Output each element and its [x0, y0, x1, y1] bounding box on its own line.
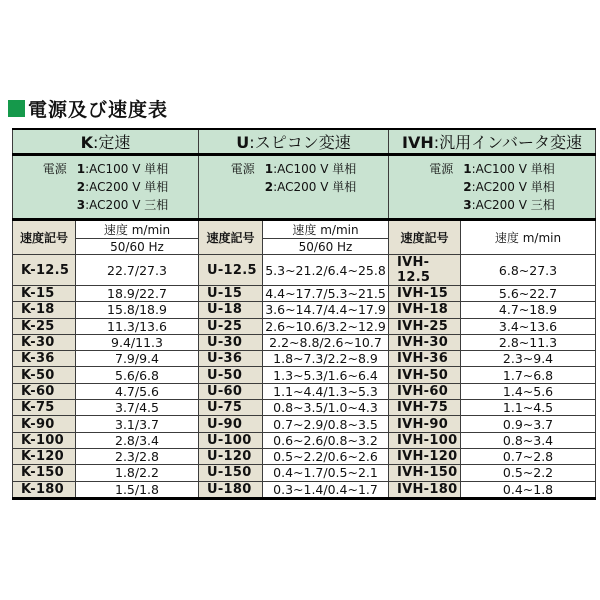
speed-code-cell: IVH-12.5	[389, 255, 461, 286]
title-square-icon	[8, 100, 25, 117]
power-line: 3 :AC200 V 三相	[463, 198, 555, 212]
speed-range-cell: 22.7/27.3	[76, 255, 199, 286]
speed-range-cell: 2.6~10.6/3.2~12.9	[263, 318, 389, 334]
table-row	[13, 481, 596, 498]
speed-range-cell: 1.1~4.5	[461, 400, 596, 416]
speed-code-cell: K-150	[13, 465, 76, 481]
speed-range-cell: 2.8~11.3	[461, 334, 596, 350]
section-header-k	[13, 129, 199, 155]
speed-range-cell: 0.8~3.4	[461, 432, 596, 448]
table-row	[13, 334, 596, 350]
speed-code-cell: IVH-90	[389, 416, 461, 432]
speed-code-cell: K-180	[13, 481, 76, 498]
speed-code-cell: K-120	[13, 448, 76, 464]
speed-range-cell: 3.7/4.5	[76, 400, 199, 416]
speed-code-cell: IVH-150	[389, 465, 461, 481]
table-row	[13, 465, 596, 481]
power-line: 電源 1 :AC100 V 単相	[42, 162, 169, 176]
power-line: 2 :AC200 V 単相	[76, 180, 169, 194]
table-row	[13, 255, 596, 286]
power-options-row	[13, 155, 596, 220]
col-header-speed-code-u: 速度記号	[199, 220, 263, 255]
speed-range-cell: 0.8~3.5/1.0~4.3	[263, 400, 389, 416]
speed-code-cell: U-150	[199, 465, 263, 481]
speed-code-cell: U-50	[199, 367, 263, 383]
speed-range-cell: 0.3~1.4/0.4~1.7	[263, 481, 389, 498]
speed-code-cell: U-15	[199, 286, 263, 302]
col-header-hz-k: 50/60 Hz	[76, 239, 199, 255]
speed-code-cell: IVH-60	[389, 383, 461, 399]
speed-range-cell: 11.3/13.6	[76, 318, 199, 334]
speed-code-cell: K-50	[13, 367, 76, 383]
speed-range-cell: 0.4~1.7/0.5~2.1	[263, 465, 389, 481]
speed-range-cell: 1.1~4.4/1.3~5.3	[263, 383, 389, 399]
speed-range-cell: 0.5~2.2	[461, 465, 596, 481]
speed-code-cell: K-60	[13, 383, 76, 399]
speed-code-cell: K-100	[13, 432, 76, 448]
speed-code-cell: IVH-50	[389, 367, 461, 383]
speed-range-cell: 15.8/18.9	[76, 302, 199, 318]
speed-range-cell: 0.6~2.6/0.8~3.2	[263, 432, 389, 448]
speed-range-cell: 2.2~8.8/2.6~10.7	[263, 334, 389, 350]
speed-range-cell: 2.3/2.8	[76, 448, 199, 464]
speed-code-cell: IVH-100	[389, 432, 461, 448]
speed-code-cell: IVH-18	[389, 302, 461, 318]
speed-range-cell: 1.3~5.3/1.6~6.4	[263, 367, 389, 383]
speed-code-cell: K-12.5	[13, 255, 76, 286]
section-letter-u: U	[236, 133, 250, 152]
power-line: 2 :AC200 V 単相	[463, 180, 555, 194]
power-line: 3 :AC200 V 三相	[76, 198, 169, 212]
col-header-speed-code-k: 速度記号	[13, 220, 76, 255]
speed-code-cell: IVH-180	[389, 481, 461, 498]
table-row	[13, 351, 596, 367]
speed-code-cell: U-18	[199, 302, 263, 318]
section-name-u: :スピコン変速	[249, 133, 351, 152]
speed-code-cell: K-36	[13, 351, 76, 367]
col-header-speed-u: 速度 m/min	[263, 220, 389, 239]
col-header-speed-ivh: 速度 m/min	[461, 220, 596, 255]
speed-range-cell: 0.4~1.8	[461, 481, 596, 498]
speed-code-cell: IVH-36	[389, 351, 461, 367]
power-options-k	[13, 155, 199, 220]
speed-code-cell: U-100	[199, 432, 263, 448]
speed-code-cell: U-90	[199, 416, 263, 432]
speed-range-cell: 0.9~3.7	[461, 416, 596, 432]
speed-code-cell: U-75	[199, 400, 263, 416]
speed-range-cell: 6.8~27.3	[461, 255, 596, 286]
speed-code-cell: K-18	[13, 302, 76, 318]
speed-range-cell: 0.7~2.9/0.8~3.5	[263, 416, 389, 432]
table-row	[13, 302, 596, 318]
speed-range-cell: 4.7/5.6	[76, 383, 199, 399]
speed-range-cell: 5.6/6.8	[76, 367, 199, 383]
speed-code-cell: U-36	[199, 351, 263, 367]
section-name-ivh: :汎用インバータ変速	[433, 133, 583, 152]
section-letter-ivh: IVH	[402, 133, 434, 152]
speed-code-cell: K-75	[13, 400, 76, 416]
speed-range-cell: 9.4/11.3	[76, 334, 199, 350]
speed-range-cell: 5.3~21.2/6.4~25.8	[263, 255, 389, 286]
speed-rows	[13, 255, 596, 499]
speed-code-cell: K-30	[13, 334, 76, 350]
section-name-k: :定速	[93, 133, 131, 152]
power-line: 2 :AC200 V 単相	[264, 180, 357, 194]
speed-code-cell: IVH-75	[389, 400, 461, 416]
speed-range-cell: 3.4~13.6	[461, 318, 596, 334]
speed-code-cell: U-60	[199, 383, 263, 399]
power-options-ivh	[389, 155, 596, 220]
power-options-u	[199, 155, 389, 220]
table-row	[13, 400, 596, 416]
table-row	[13, 416, 596, 432]
section-letter-k: K	[80, 133, 93, 152]
table-row	[13, 432, 596, 448]
speed-range-cell: 1.8/2.2	[76, 465, 199, 481]
speed-code-cell: U-30	[199, 334, 263, 350]
speed-range-cell: 4.7~18.9	[461, 302, 596, 318]
speed-code-cell: IVH-25	[389, 318, 461, 334]
speed-code-cell: U-120	[199, 448, 263, 464]
power-line: 電源 1 :AC100 V 単相	[429, 162, 555, 176]
speed-code-cell: IVH-120	[389, 448, 461, 464]
speed-range-cell: 3.6~14.7/4.4~17.9	[263, 302, 389, 318]
speed-range-cell: 1.7~6.8	[461, 367, 596, 383]
speed-range-cell: 7.9/9.4	[76, 351, 199, 367]
col-header-hz-u: 50/60 Hz	[263, 239, 389, 255]
column-header-row	[13, 220, 596, 239]
speed-code-cell: K-90	[13, 416, 76, 432]
speed-range-cell: 0.7~2.8	[461, 448, 596, 464]
speed-range-cell: 18.9/22.7	[76, 286, 199, 302]
table-row	[13, 318, 596, 334]
speed-range-cell: 1.5/1.8	[76, 481, 199, 498]
table-row	[13, 367, 596, 383]
page-title	[8, 95, 600, 122]
col-header-speed-code-ivh: 速度記号	[389, 220, 461, 255]
speed-range-cell: 2.3~9.4	[461, 351, 596, 367]
speed-code-cell: K-25	[13, 318, 76, 334]
section-header-u	[199, 129, 389, 155]
speed-code-cell: IVH-15	[389, 286, 461, 302]
speed-code-cell: U-25	[199, 318, 263, 334]
table-row	[13, 286, 596, 302]
power-line: 電源 1 :AC100 V 単相	[230, 162, 357, 176]
speed-range-cell: 3.1/3.7	[76, 416, 199, 432]
speed-code-cell: IVH-30	[389, 334, 461, 350]
speed-range-cell: 1.4~5.6	[461, 383, 596, 399]
speed-code-cell: U-180	[199, 481, 263, 498]
power-speed-table	[12, 128, 596, 500]
speed-range-cell: 5.6~22.7	[461, 286, 596, 302]
speed-code-cell: U-12.5	[199, 255, 263, 286]
speed-code-cell: K-15	[13, 286, 76, 302]
section-header-ivh	[389, 129, 596, 155]
table-row	[13, 383, 596, 399]
page-title-text: 電源及び速度表	[28, 99, 169, 121]
speed-range-cell: 0.5~2.2/0.6~2.6	[263, 448, 389, 464]
speed-range-cell: 1.8~7.3/2.2~8.9	[263, 351, 389, 367]
speed-range-cell: 4.4~17.7/5.3~21.5	[263, 286, 389, 302]
table-row	[13, 448, 596, 464]
col-header-speed-k: 速度 m/min	[76, 220, 199, 239]
speed-range-cell: 2.8/3.4	[76, 432, 199, 448]
section-header-row	[13, 129, 596, 155]
